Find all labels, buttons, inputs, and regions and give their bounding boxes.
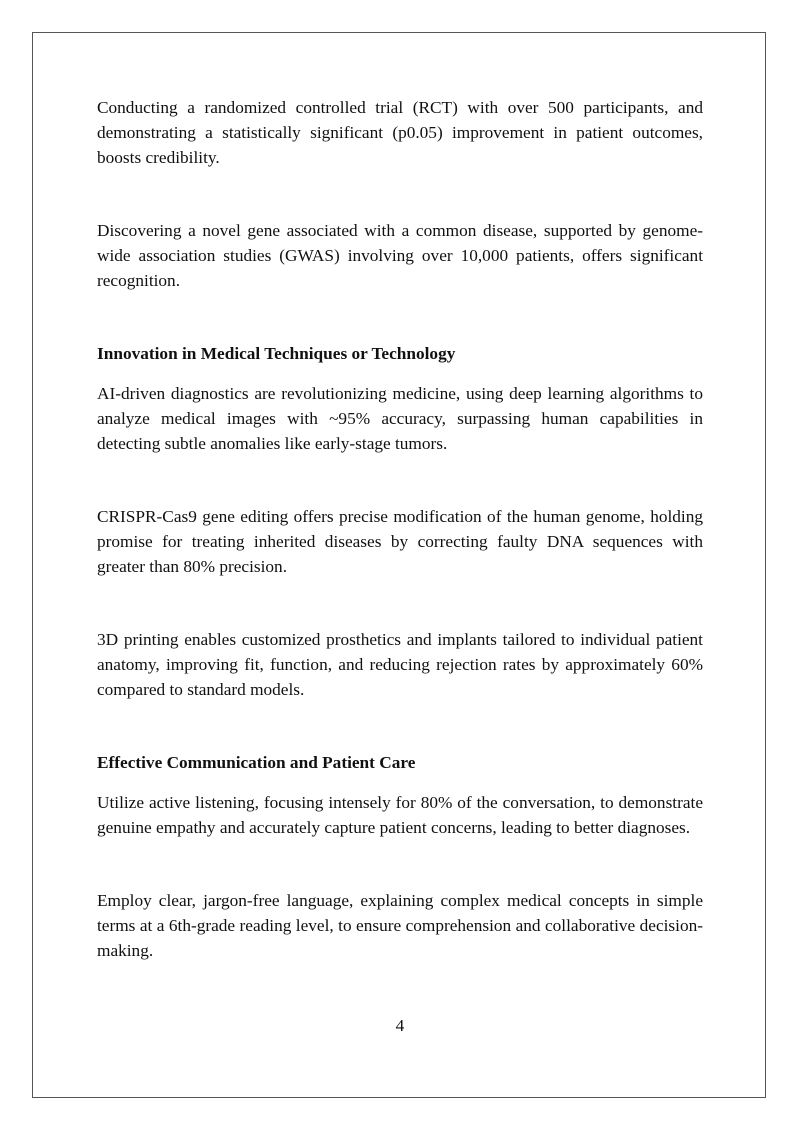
spacer	[97, 170, 703, 218]
spacer	[97, 702, 703, 750]
paragraph-active-listening: Utilize active listening, focusing intensely for 80% of the conversation, to demonstrate genuine empathy and accurately capture patient concerns, leading to better diagnoses.	[97, 793, 703, 837]
spacer	[97, 840, 703, 888]
spacer	[97, 293, 703, 341]
section-heading-innovation: Innovation in Medical Techniques or Technology	[97, 344, 456, 363]
spacer	[97, 366, 703, 381]
spacer	[97, 456, 703, 504]
page-number: 4	[395, 1016, 405, 1035]
paragraph-rct: Conducting a randomized controlled trial (RCT) with over 500 participants, and demonstrating a statistically significant (p0.05) improvement in patient outcomes, boosts credibility.	[97, 98, 703, 167]
spacer	[97, 775, 703, 790]
paragraph-gene-discovery: Discovering a novel gene associated with a common disease, supported by genome-wide association studies (GWAS) involving over 10,000 patients, offers significant recognition.	[97, 221, 703, 290]
document-body	[97, 95, 703, 963]
paragraph-crispr: CRISPR-Cas9 gene editing offers precise modification of the human genome, holding promise for treating inherited diseases by correcting faulty DNA sequences with greater than 80% precision.	[97, 507, 703, 576]
paragraph-clear-language: Employ clear, jargon-free language, explaining complex medical concepts in simple terms at a 6th-grade reading level, to ensure comprehension and collaborative decision-making.	[97, 891, 703, 960]
section-heading-communication: Effective Communication and Patient Care	[97, 753, 416, 772]
spacer	[97, 579, 703, 627]
paragraph-3d-printing: 3D printing enables customized prosthetics and implants tailored to individual patient anatomy, improving fit, function, and reducing rejection rates by approximately 60% compared to standard models.	[97, 630, 703, 699]
paragraph-ai-diagnostics: AI-driven diagnostics are revolutionizing medicine, using deep learning algorithms to analyze medical images with ~95% accuracy, surpassing human capabilities in detecting subtle anomalies like early-stage tumors.	[97, 384, 703, 453]
